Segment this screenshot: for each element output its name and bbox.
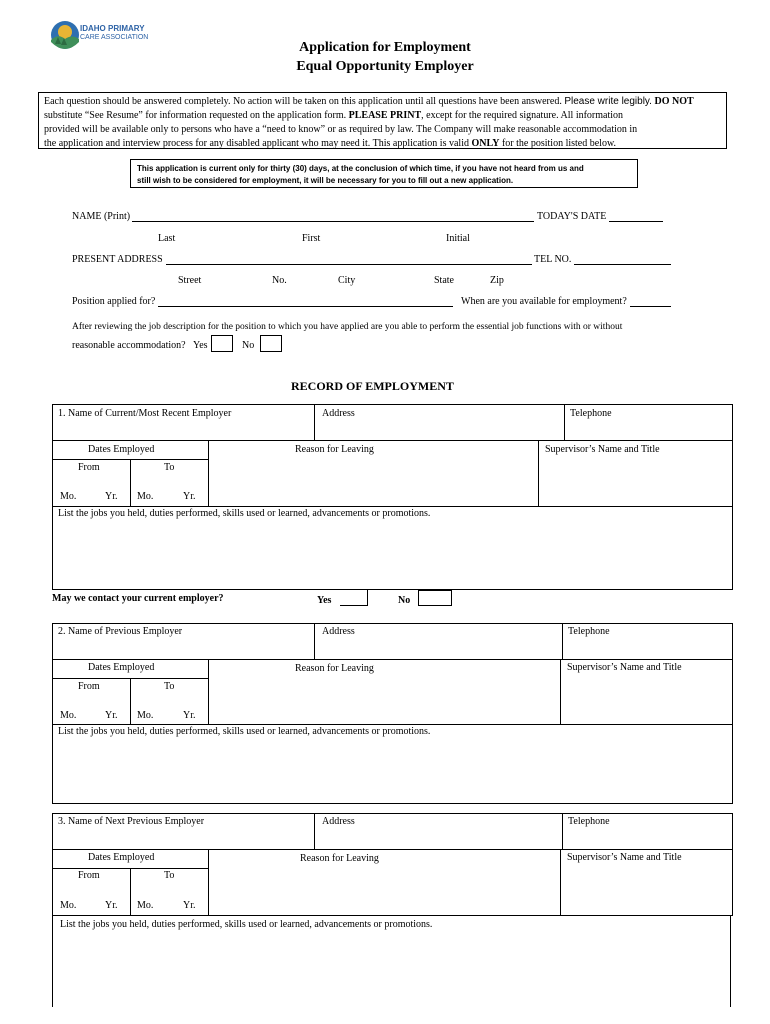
position-label: Position applied for? [72, 296, 156, 307]
state-caption: State [434, 275, 454, 286]
todays-date-input[interactable] [609, 221, 663, 222]
essential-question-line2: reasonable accommodation? [72, 340, 186, 351]
employer-2-jobs-label: List the jobs you held, duties performed, skills used or learned, advancements or promotions. [58, 726, 431, 737]
instr-l1c: DO NOT [654, 96, 694, 107]
instr-l3: provided will be available only to persons who have a “need to know” or as required by law. The Company will make reasonable accommodation in [44, 124, 638, 135]
tel-no-input[interactable] [574, 264, 671, 265]
employer-2-from: From [78, 681, 100, 692]
employer-2-dates-employed: Dates Employed [88, 662, 155, 673]
employer-3-to: To [164, 870, 175, 881]
employer-1-mo1: Mo. [60, 491, 77, 502]
employer-1-telephone-label: Telephone [570, 408, 612, 419]
employer-1-mo2: Mo. [137, 491, 154, 502]
available-label: When are you available for employment? [461, 296, 627, 307]
instr-l2b: PLEASE PRINT [348, 110, 422, 121]
instr-l4a: the application and interview process for any disabled applicant who may need it. This application is valid [44, 138, 472, 149]
instr-l4b: ONLY [471, 138, 500, 149]
employer-1-section [52, 404, 733, 590]
last-caption: Last [158, 233, 176, 244]
essential-no-label: No [242, 340, 255, 351]
title-line1: Application for Employment [299, 40, 471, 55]
logo-line1: IDAHO PRIMARY [80, 24, 145, 33]
name-label: NAME (Print) [72, 211, 131, 222]
contact-yes-checkbox[interactable] [340, 590, 368, 606]
present-address-input[interactable] [166, 264, 532, 265]
employer-3-mo1: Mo. [60, 900, 77, 911]
essential-yes-label: Yes [193, 340, 208, 351]
employer-3-yr1: Yr. [105, 900, 118, 911]
essential-yes-checkbox[interactable] [211, 335, 233, 352]
employer-3-name-label: 3. Name of Next Previous Employer [58, 816, 205, 827]
employer-2-name-label: 2. Name of Previous Employer [58, 626, 183, 637]
contact-no-label: No [398, 595, 411, 606]
employer-2-yr2: Yr. [183, 710, 196, 721]
employer-2-address-label: Address [322, 626, 355, 637]
present-address-label: PRESENT ADDRESS [72, 254, 163, 265]
first-caption: First [302, 233, 321, 244]
employer-2-mo2: Mo. [137, 710, 154, 721]
employer-2-supervisor-label: Supervisor’s Name and Title [567, 662, 682, 673]
page-title [0, 38, 770, 76]
employer-3-jobs-label: List the jobs you held, duties performed, skills used or learned, advancements or promotions. [60, 919, 433, 930]
record-heading: RECORD OF EMPLOYMENT [291, 379, 454, 393]
employer-1-name-label: 1. Name of Current/Most Recent Employer [58, 408, 232, 419]
employer-3-dates-employed: Dates Employed [88, 852, 155, 863]
employer-2-reason-label: Reason for Leaving [295, 663, 374, 674]
zip-caption: Zip [490, 275, 504, 286]
contact-no-checkbox[interactable] [418, 590, 452, 606]
employer-1-supervisor-label: Supervisor’s Name and Title [545, 444, 660, 455]
instr-l2c: , except for the required signature. All information [421, 110, 624, 121]
essential-no-checkbox[interactable] [260, 335, 282, 352]
employer-3-supervisor-label: Supervisor’s Name and Title [567, 852, 682, 863]
instructions-box [38, 92, 727, 149]
instr-l4c: for the position listed below. [499, 138, 617, 149]
employer-3-mo2: Mo. [137, 900, 154, 911]
notice-box [130, 159, 638, 188]
employer-3-section [52, 813, 733, 916]
employer-1-yr1: Yr. [105, 491, 118, 502]
logo-line2: CARE ASSOCIATION [80, 34, 149, 41]
instr-l2a: substitute “See Resume” for information requested on the application form. [44, 110, 349, 121]
instr-l1a: Each question should be answered completely. No action will be taken on this application until all questions have been answered. [44, 96, 565, 107]
essential-question-line1: After reviewing the job description for the position to which you have applied are you able to perform the essential job functions with or without [72, 322, 623, 332]
name-input[interactable] [132, 221, 534, 222]
employer-1-to: To [164, 462, 175, 473]
employer-3-yr2: Yr. [183, 900, 196, 911]
employer-2-telephone-label: Telephone [568, 626, 610, 637]
contact-yes-label: Yes [317, 595, 332, 606]
contact-question: May we contact your current employer? [52, 593, 224, 604]
employer-1-from: From [78, 462, 100, 473]
tel-no-label: TEL NO. [534, 254, 572, 265]
employer-2-section [52, 623, 733, 804]
notice-line2: still wish to be considered for employment, it will be necessary for you to fill out a new application. [137, 176, 514, 185]
no-caption: No. [272, 275, 287, 286]
available-input[interactable] [630, 306, 671, 307]
employer-2-mo1: Mo. [60, 710, 77, 721]
employer-2-yr1: Yr. [105, 710, 118, 721]
employer-2-to: To [164, 681, 175, 692]
employer-3-address-label: Address [322, 816, 355, 827]
notice-line1: This application is current only for thirty (30) days, at the conclusion of which time, if you have not heard from us and [137, 164, 584, 173]
initial-caption: Initial [446, 233, 470, 244]
street-caption: Street [178, 275, 202, 286]
employer-1-yr2: Yr. [183, 491, 196, 502]
employer-3-from: From [78, 870, 100, 881]
title-line2: Equal Opportunity Employer [296, 59, 474, 74]
position-input[interactable] [158, 306, 453, 307]
employer-1-jobs-label: List the jobs you held, duties performed, skills used or learned, advancements or promotions. [58, 508, 431, 519]
employer-3-telephone-label: Telephone [568, 816, 610, 827]
employer-1-reason-label: Reason for Leaving [295, 444, 374, 455]
employer-1-address-label: Address [322, 408, 355, 419]
employer-1-dates-employed: Dates Employed [88, 444, 155, 455]
employer-3-reason-label: Reason for Leaving [300, 853, 379, 864]
instr-l1b: Please write legibly. [564, 96, 652, 107]
city-caption: City [338, 275, 356, 286]
todays-date-label: TODAY'S DATE [537, 211, 607, 222]
